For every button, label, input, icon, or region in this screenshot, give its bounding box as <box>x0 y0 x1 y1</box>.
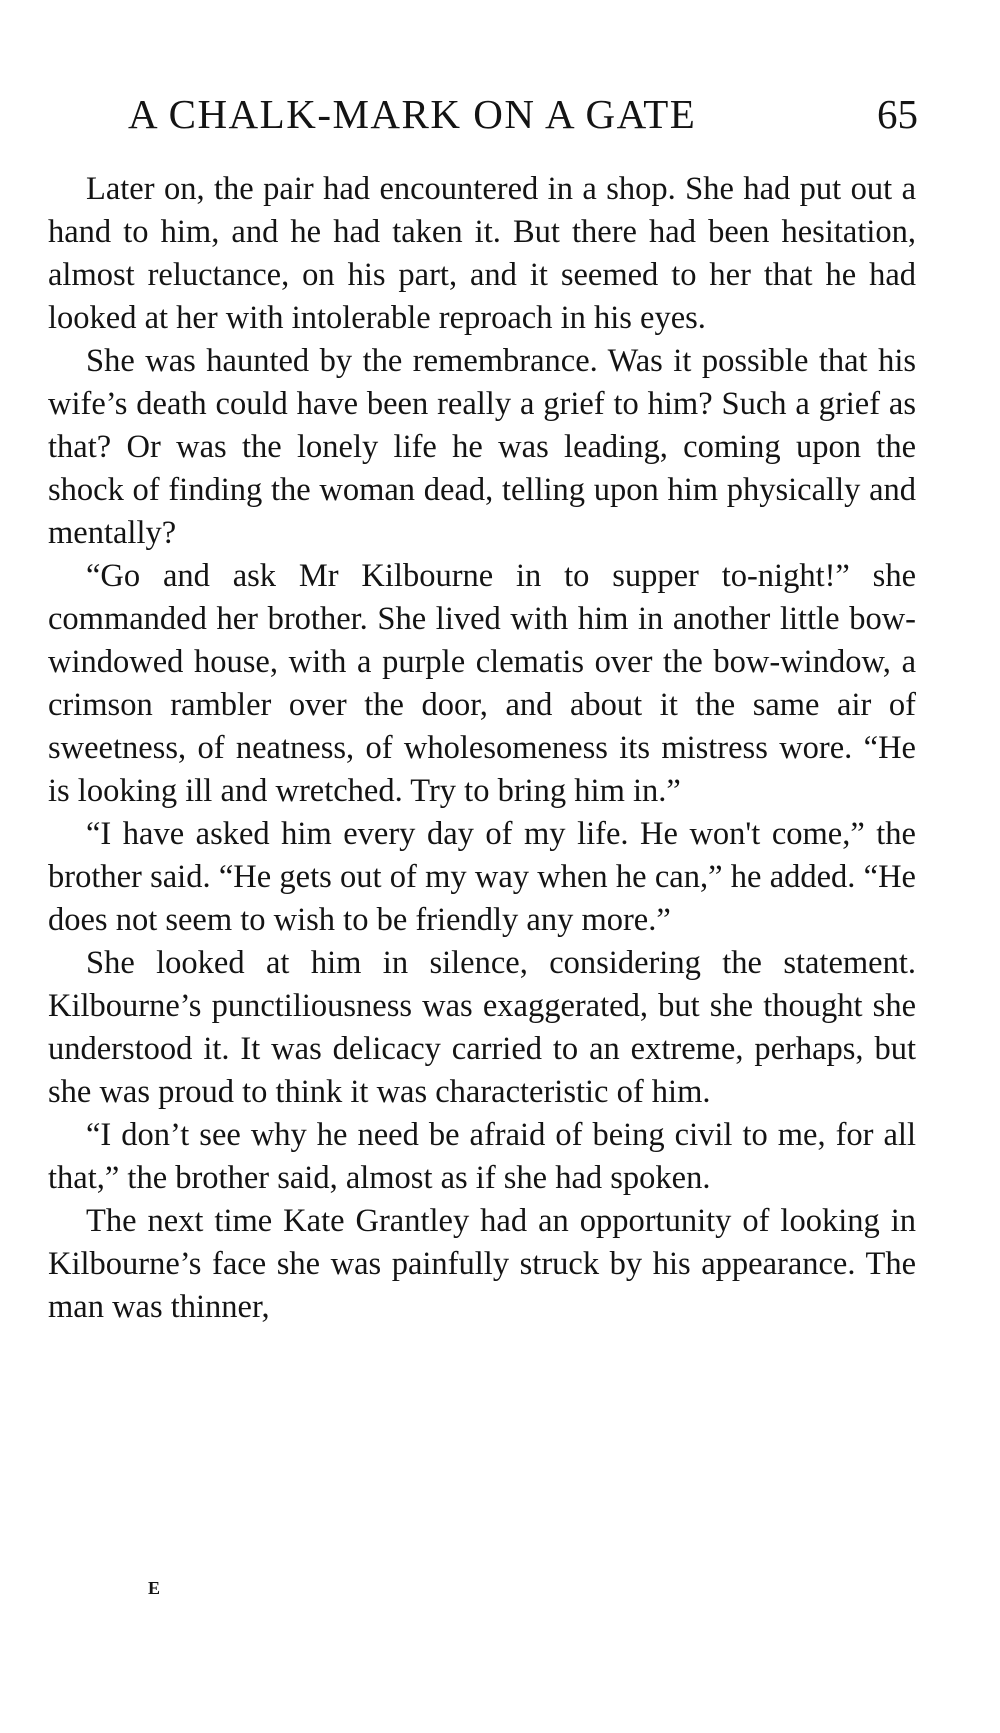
paragraph: “Go and ask Mr Kilbourne in to supper to-night!” she commanded her brother. She lived with him in another little bow-windowed house, with a purple clematis over the bow-window, a crimson rambler over the door, and about it the same air of sweetness, of neatness, of wholesomeness its mistress wore. “He is looking ill and wretched. Try to bring him in.” <box>48 558 916 809</box>
paragraph: “I have asked him every day of my life. He won't come,” the brother said. “He gets out of my way when he can,” he added. “He does not seem to wish to be friendly any more.” <box>48 816 916 938</box>
paragraph: She was haunted by the remembrance. Was it possible that his wife’s death could have been really a grief to him? Such a grief as that? Or was the lonely life he was leading, coming upon the shock of finding the woman dead, telling upon him physically and mentally? <box>48 343 916 551</box>
paragraph: She looked at him in silence, considering the statement. Kilbourne’s punctiliousness was exaggerated, but she thought she understood it. It was delicacy carried to an extreme, perhaps, but she was proud to think it was characteristic of him. <box>48 945 916 1110</box>
signature-mark: E <box>148 1578 162 1598</box>
chapter-title: A CHALK-MARK ON A GATE <box>128 91 697 137</box>
body-text <box>48 168 916 1329</box>
running-header <box>128 84 918 144</box>
paragraph: The next time Kate Grantley had an opportunity of looking in Kilbourne’s face she was painfully struck by his appearance. The man was thinner, <box>48 1203 916 1325</box>
paragraph: Later on, the pair had encountered in a shop. She had put out a hand to him, and he had taken it. But there had been hesitation, almost reluctance, on his part, and it seemed to her that he had looked at her with intolerable reproach in his eyes. <box>48 171 916 336</box>
paragraph: “I don’t see why he need be afraid of being civil to me, for all that,” the brother said, almost as if she had spoken. <box>48 1117 916 1196</box>
page-number: 65 <box>877 91 918 137</box>
